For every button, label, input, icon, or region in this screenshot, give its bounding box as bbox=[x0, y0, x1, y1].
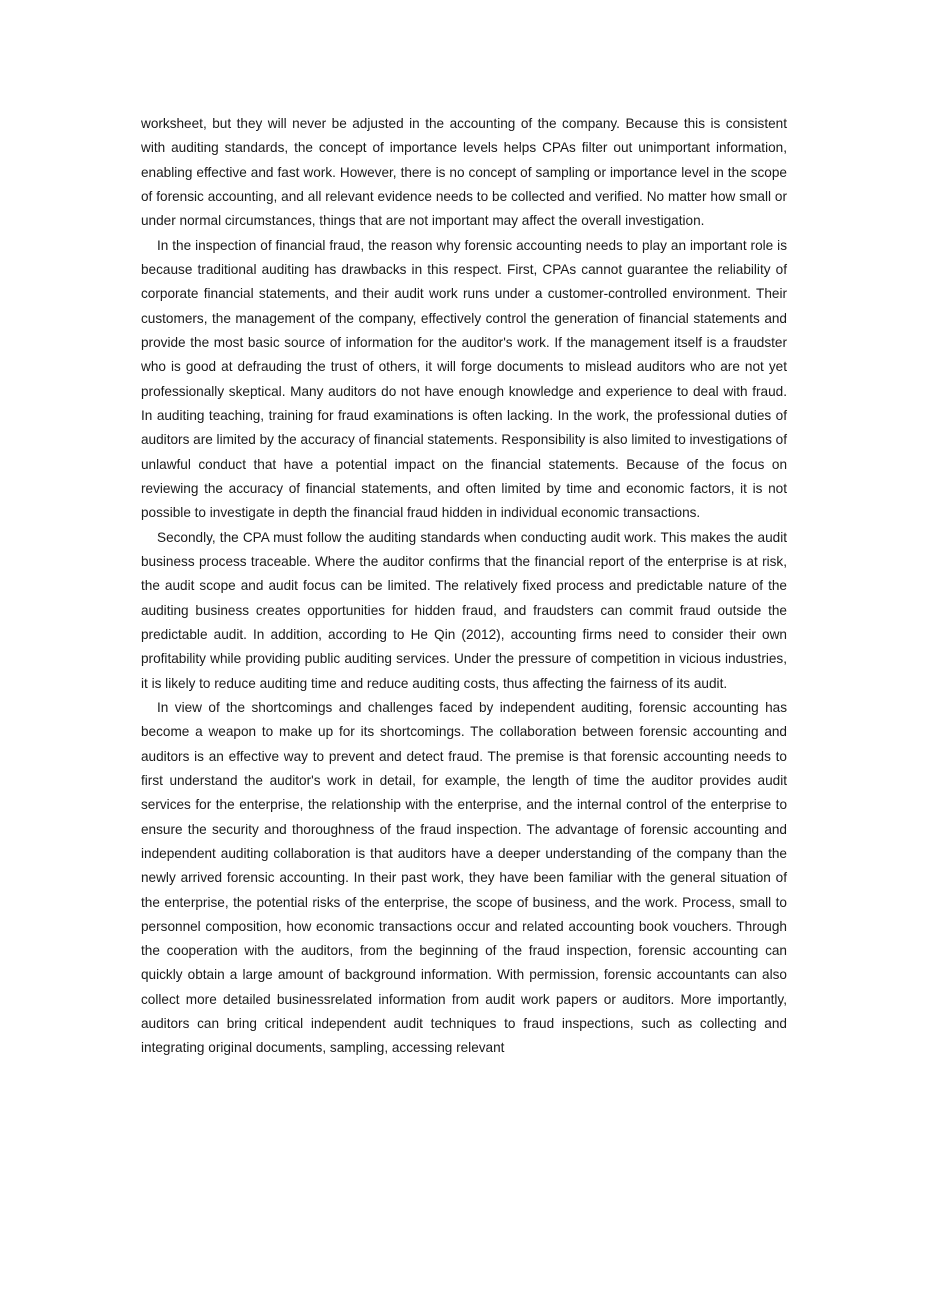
paragraph-auditing-standards: Secondly, the CPA must follow the auditing standards when conducting audit work. This makes the audit business process traceable. Where the auditor confirms that the financial report of the enterprise is at risk, the audit scope and audit focus can be limited. The relatively fixed process and predictable nature of the auditing business creates opportunities for hidden fraud, and fraudsters can commit fraud outside the predictable audit. In addition, according to He Qin (2012), accounting firms need to consider their own profitability while providing public auditing services. Under the pressure of competition in vicious industries, it is likely to reduce auditing time and reduce auditing costs, thus affecting the fairness of its audit. bbox=[141, 529, 787, 691]
paragraph-continuation: worksheet, but they will never be adjusted in the accounting of the company. Because this is consistent with auditing standards, the concept of importance levels helps CPAs filter out unimportant information, enabling effective and fast work. However, there is no concept of sampling or importance level in the scope of forensic accounting, and all relevant evidence needs to be collected and verified. No matter how small or under normal circumstances, things that are not important may affect the overall investigation. bbox=[141, 116, 787, 229]
document-page bbox=[141, 112, 787, 1061]
paragraph-traditional-auditing-drawbacks: In the inspection of financial fraud, the reason why forensic accounting needs to play an important role is because traditional auditing has drawbacks in this respect. First, CPAs cannot guarantee the reliability of corporate financial statements, and their audit work runs under a customer-controlled environment. Their customers, the management of the company, effectively control the generation of financial statements and provide the most basic source of information for the auditor's work. If the management itself is a fraudster who is good at defrauding the trust of others, it will forge documents to mislead auditors who are not yet professionally skeptical. Many auditors do not have enough knowledge and experience to deal with fraud. In auditing teaching, training for fraud examinations is often lacking. In the work, the professional duties of auditors are limited by the accuracy of financial statements. Responsibility is also limited to investigations of unlawful conduct that have a potential impact on the financial statements. Because of the focus on reviewing the accuracy of financial statements, and often limited by time and economic factors, it is not possible to investigate in depth the financial fraud hidden in individual economic transactions. bbox=[141, 237, 788, 521]
paragraph-collaboration: In view of the shortcomings and challenges faced by independent auditing, forensic accounting has become a weapon to make up for its shortcomings. The collaboration between forensic accounting and auditors is an effective way to prevent and detect fraud. The premise is that forensic accounting needs to first understand the auditor's work in detail, for example, the length of time the auditor provides audit services for the enterprise, the relationship with the enterprise, and the internal control of the enterprise to ensure the security and thoroughness of the fraud inspection. The advantage of forensic accounting and independent auditing collaboration is that auditors have a deeper understanding of the company than the newly arrived forensic accounting. In their past work, they have been familiar with the general situation of the enterprise, the potential risks of the enterprise, the scope of business, and the work. Process, small to personnel composition, how economic transactions occur and related accounting book vouchers. Through the cooperation with the auditors, from the beginning of the fraud inspection, forensic accounting can quickly obtain a large amount of background information. With permission, forensic accountants can also collect more detailed businessrelated information from audit work papers or auditors. More importantly, auditors can bring critical independent audit techniques to fraud inspections, such as collecting and integrating original documents, sampling, accessing relevant bbox=[141, 699, 787, 1056]
